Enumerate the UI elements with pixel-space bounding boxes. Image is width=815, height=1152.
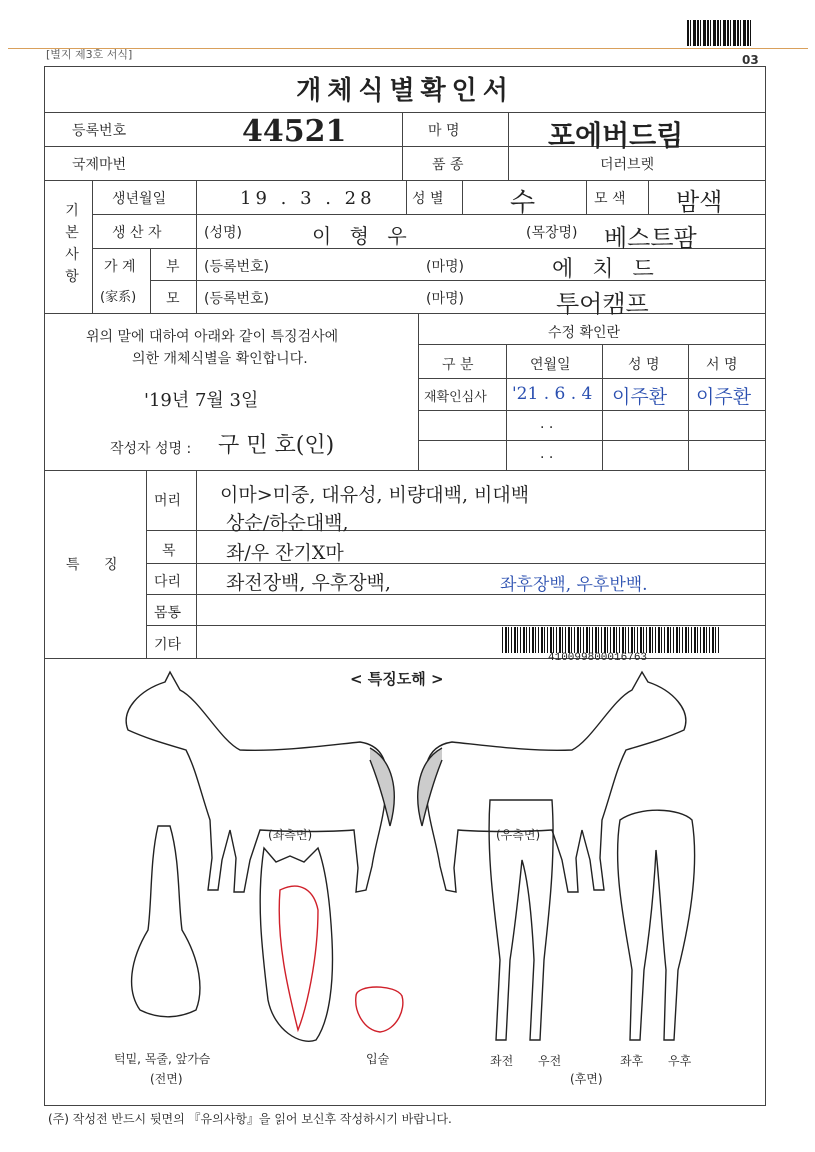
document-title: 개체식별확인서 (296, 76, 514, 106)
revision-type: 재확인심사 (424, 390, 487, 405)
breeder-name: 이 형 우 (312, 224, 413, 248)
revision-date: '21 . 6 . 4 (512, 384, 593, 404)
revision-header-name: 성 명 (628, 357, 660, 373)
right-side-horse (425, 672, 686, 892)
leg-label: 다리 (154, 574, 182, 590)
birth-value: 19 . 3 . 28 (240, 188, 376, 209)
breeder-label: 생 산 자 (112, 225, 162, 241)
blaze-marking (279, 886, 318, 1030)
sire-name: 에 치 드 (552, 257, 660, 282)
head-label: 머리 (154, 493, 182, 509)
leg-value-revised: 좌후장백, 우후반백. (500, 575, 648, 595)
right-side-label: (우측면) (496, 828, 541, 842)
head-line1: 이마>미중, 대유성, 비량대백, 비대백 (220, 484, 530, 506)
farm-value: 베스트팜 (604, 224, 697, 252)
author-label: 작성자 성명 : (110, 441, 192, 457)
intl-number-label: 국제마번 (72, 157, 127, 173)
birth-label: 생년월일 (112, 191, 167, 207)
registration-number-value: 44521 (242, 114, 347, 149)
confirm-text-line1: 위의 말에 대하여 아래와 같이 특징검사에 (86, 329, 339, 345)
page-number: 03 (742, 53, 759, 67)
family-label: 가 계 (104, 259, 136, 275)
sire-reg-hint: (등록번호) (204, 259, 270, 275)
neck-label: 목 (162, 543, 176, 559)
right-fore-caption: 우전 (538, 1054, 562, 1068)
neck-value: 좌/우 잔기X마 (226, 542, 344, 564)
registration-number-label: 등록번호 (72, 123, 127, 139)
revision-empty-date-1: . . (540, 416, 554, 432)
left-side-label: (좌측면) (268, 828, 313, 842)
left-side-horse (126, 672, 387, 892)
left-fore-caption: 좌전 (490, 1054, 514, 1068)
revision-header-type: 구 분 (442, 357, 474, 373)
revision-header-sign: 서 명 (706, 357, 738, 373)
sex-value: 수 (510, 188, 536, 218)
front-label: (전면) (150, 1072, 183, 1086)
right-hind-caption: 우후 (668, 1054, 692, 1068)
sex-label: 성 별 (412, 191, 444, 207)
color-value: 밤색 (676, 188, 723, 216)
front-view-horse (132, 826, 200, 1017)
confirm-date: '19년 7월 3일 (144, 390, 259, 411)
footer-note: (주) 작성전 반드시 뒷면의 『유의사항』을 읽어 보신후 작성하시기 바랍니다. (48, 1112, 452, 1126)
dam-name-hint: (마명) (426, 291, 464, 307)
dam-name: 투어캠프 (556, 290, 649, 318)
revision-title: 수정 확인란 (548, 325, 621, 341)
head-line2: 상순/하순대백, (226, 512, 349, 534)
body-label: 몸통 (154, 605, 182, 621)
revision-sign: 이주환 (696, 386, 752, 408)
lip-view (356, 987, 403, 1032)
revision-empty-date-2: . . (540, 446, 554, 462)
color-label: 모 색 (594, 191, 626, 207)
dam-label: 모 (166, 291, 180, 307)
sire-name-hint: (마명) (426, 259, 464, 275)
diagram-title: < 특징도해 > (350, 670, 444, 688)
other-label: 기타 (154, 637, 182, 653)
hind-legs-view (618, 810, 695, 1040)
horse-name-value: 포에버드림 (548, 119, 684, 152)
head-front-view (260, 848, 332, 1041)
family-hanja: (家系) (100, 290, 137, 305)
dam-reg-hint: (등록번호) (204, 291, 270, 307)
leg-value: 좌전장백, 우후장백, (226, 572, 391, 594)
author-value: 구 민 호(인) (218, 433, 335, 458)
revision-name: 이주환 (612, 386, 668, 408)
form-number: [별지 제3호 서식] (46, 48, 133, 61)
horse-name-label: 마 명 (428, 123, 460, 139)
breed-label: 품 종 (432, 157, 464, 173)
breed-value: 더러브렛 (600, 157, 655, 173)
left-hind-caption: 좌후 (620, 1054, 644, 1068)
farm-hint: (목장명) (526, 225, 578, 241)
basic-section-label: 기본사항 (65, 203, 79, 285)
lip-caption: 입술 (366, 1052, 390, 1066)
sire-label: 부 (166, 259, 180, 275)
breeder-name-hint: (성명) (204, 225, 242, 241)
revision-header-date: 연월일 (530, 357, 571, 373)
rear-label: (후면) (570, 1072, 603, 1086)
barcode-number: 410099800016763 (548, 652, 648, 664)
confirm-text-line2: 의한 개체식별을 확인합니다. (132, 351, 308, 367)
front-caption: 턱밑, 목줄, 앞가슴 (114, 1052, 211, 1066)
features-label: 특 징 (66, 557, 128, 573)
